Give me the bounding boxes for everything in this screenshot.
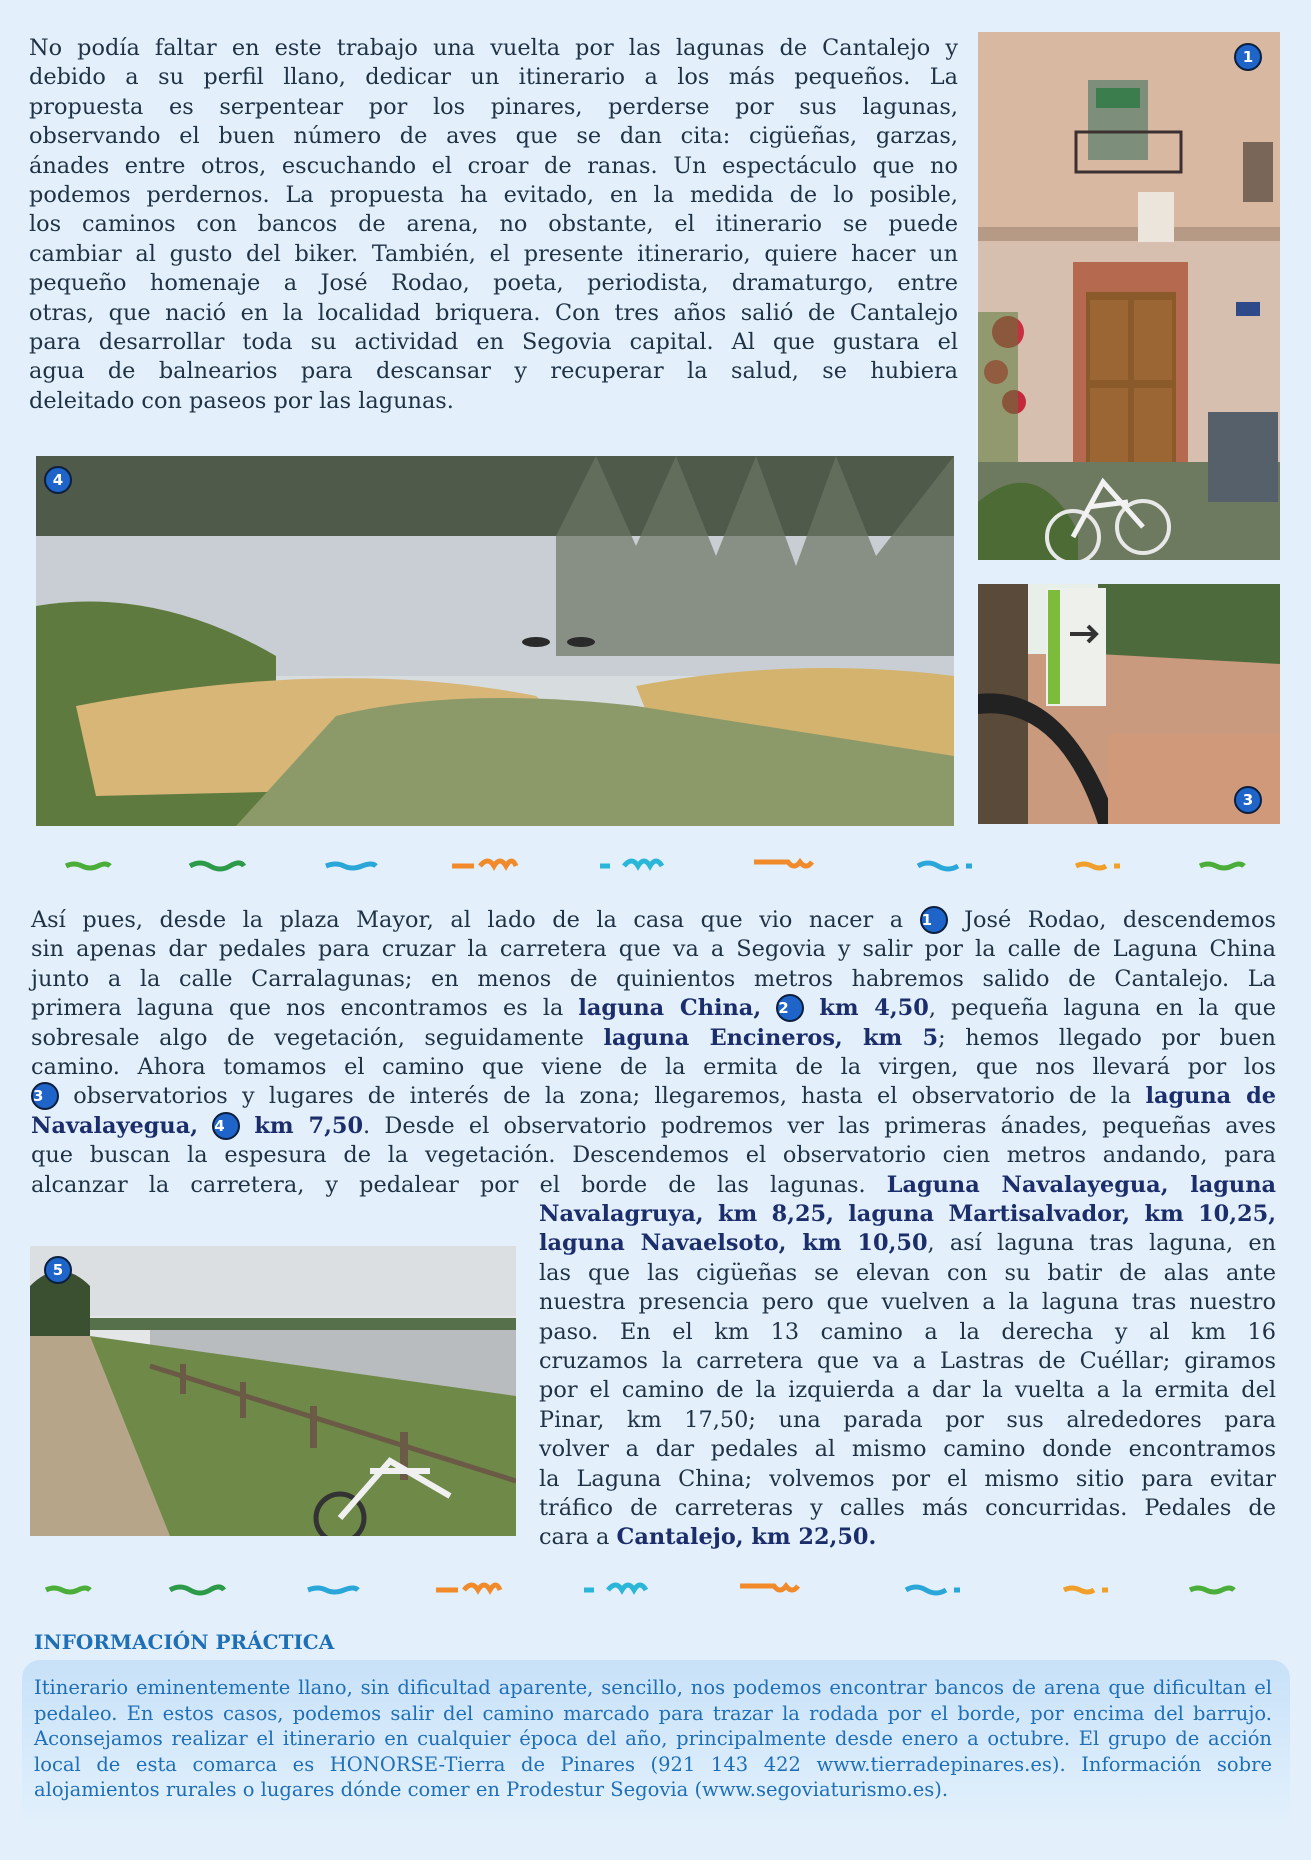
waypoint-badge: 1 <box>920 906 948 934</box>
route-line: Navalayegua, 4 km 7,50. Desde el observatorio podremos ver las primeras ánades, pequeñas aves <box>31 1112 1276 1139</box>
intro-line: observando el buen número de aves que se dan cita: cigüeñas, garzas, <box>29 123 958 150</box>
decorative-divider <box>40 1578 1260 1602</box>
decorative-divider <box>40 854 1260 878</box>
route-line: nuestra presencia pero que vuelven a la laguna tras nuestro <box>539 1289 1276 1316</box>
photo-number-badge: 1 <box>1234 43 1262 71</box>
photo-sign-path <box>978 584 1280 824</box>
route-line: Así pues, desde la plaza Mayor, al lado de la casa que vio nacer a 1 José Rodao, descendemos <box>31 907 1276 933</box>
route-line: cara a Cantalejo, km 22,50. <box>539 1524 877 1551</box>
route-line: tráfico de carreteras y calles más concurridas. Pedales de <box>539 1495 1276 1522</box>
route-line: laguna Navaelsoto, km 10,50, así laguna tras laguna, en <box>539 1230 1277 1257</box>
intro-line: No podía faltar en este trabajo una vuelta por las lagunas de Cantalejo y <box>29 35 958 61</box>
photo-lagoon-reeds <box>36 456 954 826</box>
lagoon-reeds-image <box>36 456 954 826</box>
route-line: primera laguna que nos encontramos es la laguna China, 2 km 4,50, pequeña laguna en la que <box>31 995 1276 1022</box>
intro-line: agua de balnearios para descansar y recuperar la salud, se hubiera <box>29 358 958 385</box>
route-line: 3 observatorios y lugares de interés de la zona; llegaremos, hasta el observatorio de la laguna de <box>33 1083 1276 1110</box>
route-paragraph <box>31 906 1276 1200</box>
intro-line: los caminos con bancos de arena, no obstante, el itinerario se puede <box>29 211 958 238</box>
route-line: por el camino de la izquierda a dar la vuelta a la ermita del <box>539 1377 1276 1404</box>
intro-line: cambiar al gusto del biker. También, el presente itinerario, quiere hacer un <box>29 240 958 267</box>
route-line: sin apenas dar pedales para cruzar la carretera que va a Segovia y salir por la calle de Laguna China <box>31 936 1276 963</box>
route-line: cruzamos la carretera que va a Lastras de Cuéllar; giramos <box>539 1348 1276 1375</box>
intro-line: debido a su perfil llano, dedicar un itinerario a los más pequeños. La <box>29 64 958 91</box>
intro-line: otras, que nació en la localidad briquera. Con tres años salió de Cantalejo <box>29 299 958 326</box>
waypoint-badge: 3 <box>31 1082 59 1110</box>
route-line: alcanzar la carretera, y pedalear por el borde de las lagunas. Laguna Navalayegua, laguna <box>31 1171 1276 1198</box>
intro-line: ánades entre otros, escuchando el croar de ranas. Un espectáculo que no <box>29 152 958 179</box>
intro-line: pequeño homenaje a José Rodao, poeta, periodista, dramaturgo, entre <box>29 270 958 297</box>
route-line: volver a dar pedales al mismo camino donde encontramos <box>539 1436 1276 1463</box>
photo-number-badge: 5 <box>44 1256 72 1284</box>
photo-number-badge: 4 <box>44 466 72 494</box>
route-line: Pinar, km 17,50; una parada por sus alrededores para <box>539 1406 1276 1433</box>
lagoon-path-image <box>30 1246 516 1536</box>
info-paragraph: Itinerario eminentemente llano, sin dificultad aparente, sencillo, nos podemos encontrar bancos de arena que dificultan el pedaleo. En estos casos, podemos salir del camino marcado para trazar la rodada por el borde, por encima del barrujo. Aconsejamos realizar el itinerario en cualquier época del año, principalmente desde enero a octubre. El grupo de acción local de esta comarca es HONORSE-Tierra de Pinares (921 143 422 www.tierradepinares.es). Información sobre alojamientos rurales o lugares dónde comer en Prodestur Segovia (www.segoviaturismo.es). <box>34 1676 1272 1802</box>
route-line: las que las cigüeñas se elevan con su batir de alas ante <box>539 1259 1276 1286</box>
route-line: la Laguna China; volvemos por el mismo sitio para evitar <box>539 1465 1276 1492</box>
waypoint-badge: 4 <box>212 1112 240 1140</box>
building-image <box>978 32 1280 560</box>
intro-paragraph <box>29 34 958 416</box>
sign-path-image <box>978 584 1280 824</box>
route-line: junto a la calle Carralagunas; en menos de quinientos metros habremos salido de Cantalejo. La <box>31 965 1276 992</box>
intro-line: deleitado con paseos por las lagunas. <box>29 387 454 414</box>
info-heading: INFORMACIÓN PRÁCTICA <box>34 1630 335 1654</box>
waypoint-badge: 2 <box>776 994 804 1022</box>
intro-line: podemos perdernos. La propuesta ha evitado, en la medida de lo posible, <box>29 182 958 209</box>
route-line: Navalagruya, km 8,25, laguna Martisalvador, km 10,25, <box>539 1201 1276 1227</box>
route-paragraph-column <box>539 1200 1276 1553</box>
route-line: paso. En el km 13 camino a la derecha y al km 16 <box>539 1318 1276 1345</box>
route-line: que buscan la espesura de la vegetación. Descendemos el observatorio cien metros andando, para <box>31 1142 1276 1169</box>
photo-building <box>978 32 1280 560</box>
intro-line: para desarrollar toda su actividad en Segovia capital. Al que gustara el <box>29 329 958 356</box>
intro-line: propuesta es serpentear por los pinares, perderse por sus lagunas, <box>29 93 958 120</box>
photo-number-badge: 3 <box>1234 786 1262 814</box>
photo-lagoon-path <box>30 1246 516 1536</box>
route-line: sobresale algo de vegetación, seguidamente laguna Encineros, km 5; hemos llegado por buen <box>31 1024 1276 1051</box>
route-line: camino. Ahora tomamos el camino que viene de la ermita de la virgen, que nos llevará por los <box>31 1054 1276 1081</box>
